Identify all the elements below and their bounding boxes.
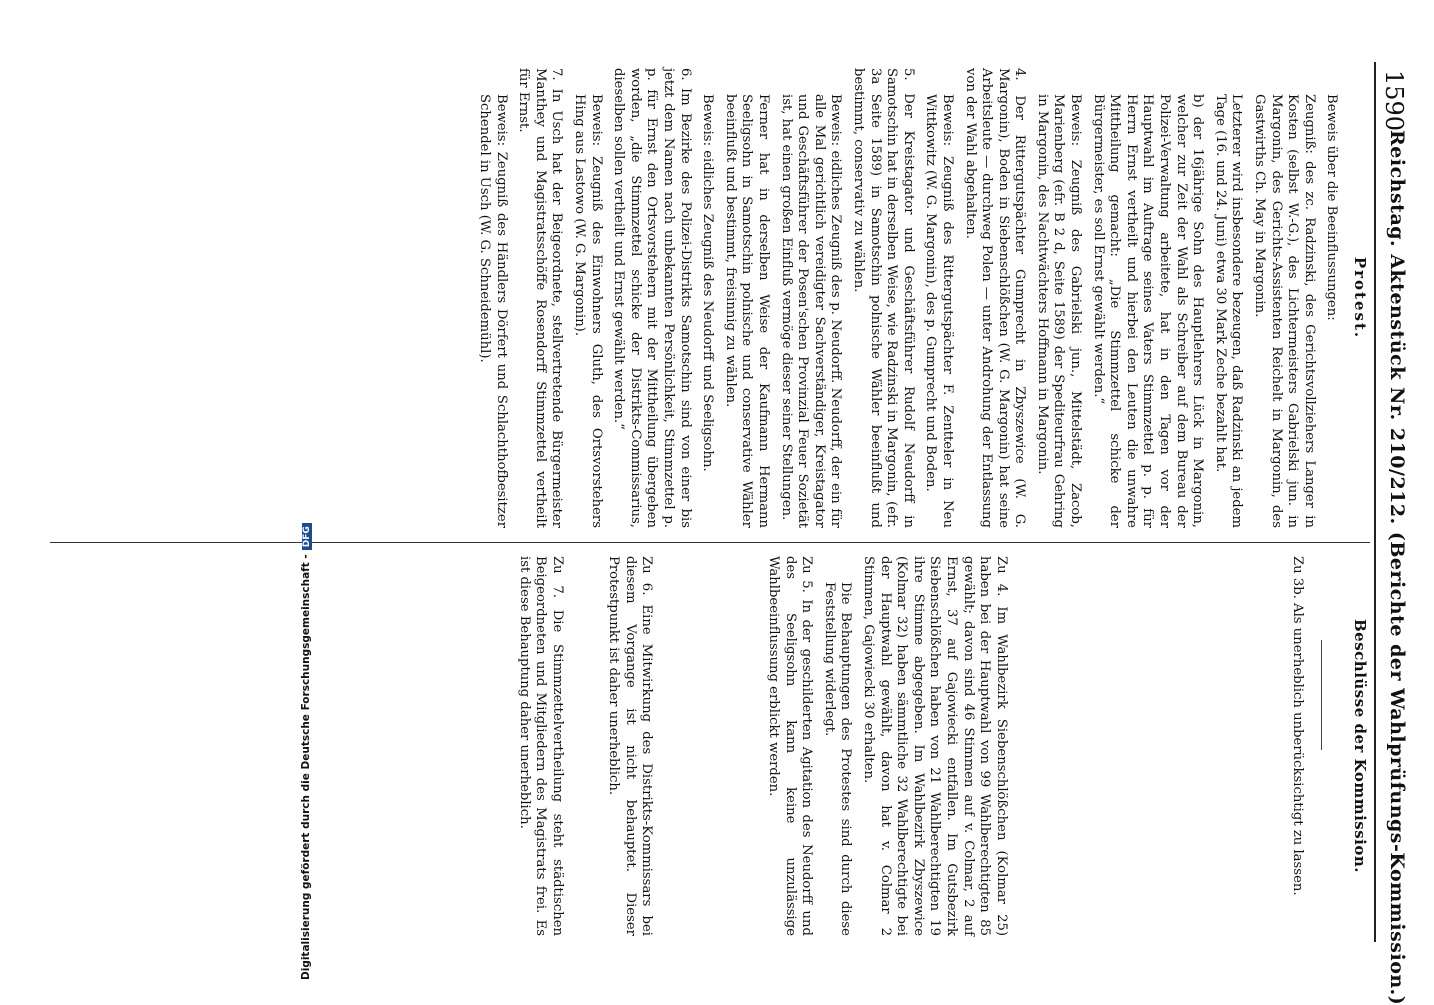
paragraph: Beweis: Zeugniß des Einwohners Gluth, des Ortsvorstehers Hing aus Lastowo (W. G. Margonin). <box>572 94 604 528</box>
paragraph: Beweis: Zeugniß des Rittergutspächter F. Zentteler in Neu Wittkowitz (W. G. Margonin), des p. Gumprecht und Boden. <box>923 94 955 528</box>
running-head: Reichstag. Aktenstück Nr. 210/212. (Berichte der Wahlprüfungs-Kommission.) <box>1386 130 1408 1005</box>
paragraph: Zu 6. Eine Mitwirkung des Distrikts-Kommissars bei diesem Vorgange ist nicht behauptet. Dieser Protestpunkt ist daher unerheblich. <box>606 556 655 936</box>
paragraph: Beweis: eidliches Zeugniß des Neudorff und Seeligsohn. <box>700 94 716 472</box>
protest-heading: Protest. <box>1351 256 1369 340</box>
heading-rule <box>1321 640 1322 750</box>
paragraph: Beweis: Zeugniß des Händlers Dörfert und Schlachthofbesitzer Schendel in Usch (W. G. Schneidemühl). <box>477 94 509 528</box>
commission-column <box>509 556 1368 936</box>
paragraph: Beweis: Zeugniß des Gabrielski jun., Mittelstädt, Zacob, Marienberg (efr. B 2 d, Seite 1589) der Spediteurfrau Gehring in Margonin, des Nachtwächters Hoffmann in Margonin. <box>1034 94 1084 528</box>
commission-heading: Beschlüsse der Kommission. <box>1351 619 1369 873</box>
paragraph: Ferner hat in derselben Weise der Kaufmann Hermann Seeligsohn in Samotschin polnische und conservative Wähler beeinflußt und bestimmt, freisinnig zu wählen. <box>722 94 771 528</box>
column-divider <box>50 542 1370 543</box>
paragraph: Letzterer wird insbesondere bezeugen, daß Radzinski an jedem Tage (16. und 24. Juni) etwa 30 Mark Zeche bezahlt hat. <box>1212 94 1245 528</box>
paragraph: Die Behauptungen des Protestes sind durch diese Feststellung widerlegt. <box>821 582 854 936</box>
paragraph: b) der 16jährige Sohn des Hauptlehrers Lück in Margonin, welcher zur Zeit der Wahl als Schreiber auf dem Bureau der Polizei-Verwaltung arbeitete, hat in den Tagen vor der Hauptwahl im Auftrage seines Vaters Stimmzettel p. p. für Herrn Ernst vertheilt und hierbei den Leuten die unwahre Mittheilung gemacht: „Die Stimmzettel schicke der Bürgermeister, es soll Ernst gewählt werden.“ <box>1090 94 1206 528</box>
paragraph: 4. Der Rittergutspächter Gumprecht in Zbyszewice (W. G. Margonin), Boden in Siebenschlößchen (W. G. Margonin) hat seine Arbeitsleute — durchweg Polen — unter Androhung der Entlassung von der Wahl abgehalten. <box>962 68 1028 528</box>
header-rule <box>1374 62 1376 942</box>
paragraph: 7. In Usch hat der Beigeordnete, stellvertretende Bürgermeister Manthey und Magistratsschöffe Rosendorff Stimmzettel vertheilt für Ernst. <box>516 68 565 528</box>
paragraph: 5. Der Kreistagator und Geschäftsführer Rudolf Neudorff in Samotschin hat in derselben Weise, wie Radzinski in Margonin, (efr. 3a Seite 1589) in Samotschin polnische Wähler beeinflußt und bestimmt, conservativ zu wählen. <box>850 68 916 528</box>
protest-column <box>470 68 1369 528</box>
paragraph: Beweis: eidliches Zeugniß des p. Neudorff. Neudorff, der ein für alle Mal gerichtlich vereidigter Sachverständiger, Kreistagator und Geschäftsführer der Posen'schen Provinzial Feuer Sozietät ist, hat einen großen Einfluß vermöge dieser seiner Stellungen. <box>778 94 844 528</box>
paragraph: Zu 3b. Als unerheblich unberücksichtigt zu lassen. <box>1290 556 1306 896</box>
paragraph: Zu 7. Die Stimmzettelvertheilung steht städtischen Beigeordneten und Mitgliedern des Magistrats frei. Es ist diese Behauptung daher unerheblich. <box>516 556 565 936</box>
paragraph: 6. Im Bezirke des Polizei-Distrikts Samotschin sind von einer bis jetzt dem Namen nach unbekannten Persönlichkeit, Stimmzettel p. p. für Ernst den Ortsvorstehern mit der Mittheilung übergeben worden, „die Stimmzettel schicke der Distrikts-Commissarius, dieselben sollen vertheilt und Ernst gewählt werden.“ <box>611 68 693 528</box>
dfg-logo: DFG <box>302 523 312 550</box>
paragraph: Beweis über die Beeinflussungen: <box>1324 94 1340 321</box>
paragraph: Zeugniß: des zc. Radzinski, des Gerichtsvollziehers Langer in Kosten (selbst W.-G.), des Lichtermeisters Gabrielski jun. in Margonin, des Gerichts-Assistenten Reichelt in Margonin, des Gastwirths Ch. May in Margonin. <box>1252 94 1317 528</box>
digitization-footer <box>300 40 312 980</box>
paragraph: Zu 4. Im Wahlbezirk Siebenschlößchen (Kolmar 25) haben bei der Hauptwahl von 99 Wahlberechtigten 85 gewählt; davon sind 46 Stimmen auf v. Colmar, 2 auf Ernst, 37 auf Gajowiecki entfallen. Im Gutsbezirk Siebenschlößchen haben von 21 Wahlberechtigten 19 ihre Stimme abgegeben. Im Wahlbezirk Zbyszewice (Kolmar 32) haben sämmtliche 32 Wahlberechtigte bei der Hauptwahl gewählt, davon hat v. Colmar 2 Stimmen, Gajowiecki 30 erhalten. <box>861 556 1009 936</box>
footer-text: Digitalisierung gefördert durch die Deutsche Forschungsgemeinschaft - <box>300 554 312 980</box>
paragraph: Zu 5. In der geschilderten Agitation des Neudorff und des Seeligsohn kann keine unzulässige Wahlbeeinflussung erblickt werden. <box>766 556 815 936</box>
page-number: 1590 <box>1380 70 1408 132</box>
